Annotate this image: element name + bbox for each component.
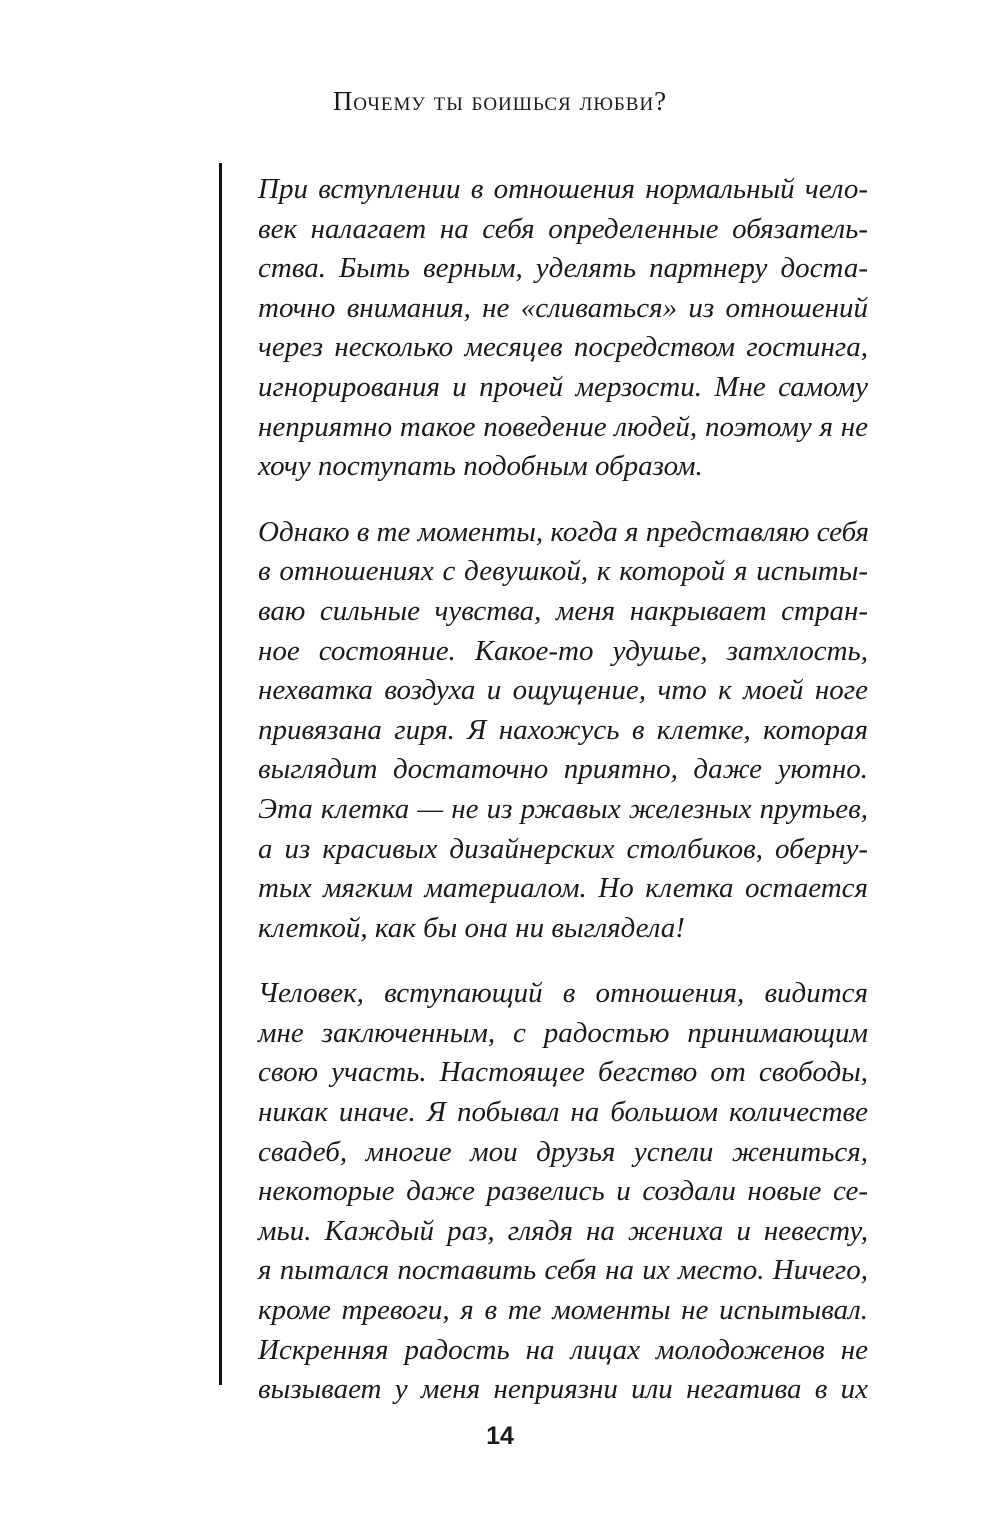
text-line: свою участь. Настоящее бегство от свободы, [258, 1056, 868, 1089]
text-line: Эта клетка — не из ржавых железных прутьев, [258, 792, 868, 825]
text-line: неприятно такое поведение людей, поэтому я не [258, 410, 868, 443]
text-line: выглядит достаточно приятно, даже уютно. [258, 753, 868, 786]
running-header-title: Почему ты боишься любви? [332, 86, 668, 116]
text-line: ваю сильные чувства, меня накрывает стран- [258, 594, 868, 627]
quote-vertical-bar [219, 163, 222, 1385]
text-line: клеткой, как бы она ни выглядела! [258, 911, 685, 944]
text-line: а из красивых дизайнерских столбиков, оберну- [258, 832, 868, 865]
text-line: ства. Быть верным, уделять партнеру доста- [258, 252, 868, 285]
quote-body [258, 170, 868, 1436]
text-line: через несколько месяцев посредством гостинга, [258, 331, 868, 364]
text-line: мне заключенным, с радостью принимающим [258, 1016, 868, 1049]
text-line: век налагает на себя определенные обязатель- [258, 212, 868, 245]
text-line: некоторые даже развелись и создали новые се- [258, 1175, 868, 1208]
text-line: точно внимания, не «сливаться» из отношений [258, 291, 868, 324]
paragraph-1 [258, 170, 868, 487]
text-line: в отношениях с девушкой, к которой я испыты- [258, 555, 868, 588]
text-line: ное состояние. Какое-то удушье, затхлость, [258, 634, 868, 667]
text-line: привязана гиря. Я нахожусь в клетке, которая [258, 713, 868, 746]
text-line: никак иначе. Я побывал на большом количестве [258, 1096, 868, 1129]
paragraph-2 [258, 513, 868, 949]
text-line: При вступлении в отношения нормальный чело- [258, 173, 868, 205]
text-line: нехватка воздуха и ощущение, что к моей ноге [258, 674, 868, 707]
text-line: кроме тревоги, я в те моменты не испытывал. [258, 1294, 868, 1327]
text-line: Однако в те моменты, когда я представляю себя [258, 515, 870, 548]
text-line: Искренняя радость на лицах молодоженов не [258, 1333, 868, 1366]
text-line: игнорирования и прочей мерзости. Мне самому [258, 370, 868, 403]
text-line: мьи. Каждый раз, глядя на жениха и невесту, [258, 1214, 868, 1247]
text-line: тых мягким материалом. Но клетка остается [258, 872, 868, 905]
text-line: вызывает у меня неприязни или негатива в их [258, 1373, 868, 1406]
text-line: хочу поступать подобным образом. [258, 450, 703, 483]
page-number: 14 [486, 1422, 514, 1450]
paragraph-3 [258, 974, 868, 1410]
text-line: Человек, вступающий в отношения, видится [258, 977, 868, 1010]
text-line: я пытался поставить себя на их место. Ничего, [258, 1254, 868, 1287]
text-line: свадеб, многие мои друзья успели жениться, [258, 1135, 868, 1168]
